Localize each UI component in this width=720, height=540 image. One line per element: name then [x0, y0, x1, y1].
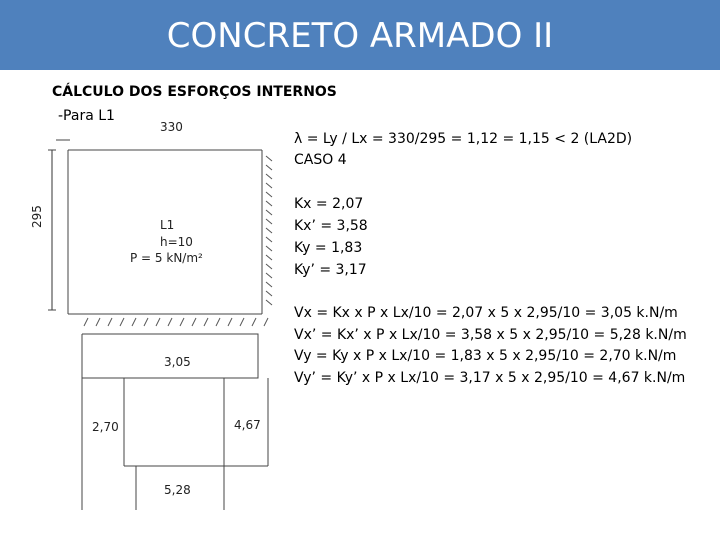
hatch-mark — [264, 318, 268, 326]
result-line: Vy’ = Ky’ x P x Lx/10 = 3,17 x 5 x 2,95/10 = 4,67 k.N/m — [294, 370, 686, 386]
hatch-mark — [132, 318, 136, 326]
result-line: Vx’ = Kx’ x P x Lx/10 = 3,58 x 5 x 2,95/10 = 5,28 k.N/m — [294, 327, 687, 343]
hatch-mark — [266, 165, 272, 170]
hatch-mark — [266, 282, 272, 287]
hatch-mark — [266, 291, 272, 296]
hatch-mark — [168, 318, 172, 326]
slab-name: L1 — [160, 218, 175, 232]
hatch-mark — [240, 318, 244, 326]
hatch-mark — [266, 237, 272, 242]
continuity-hatch-bottom — [84, 318, 268, 326]
reaction-top-value: 3,05 — [164, 355, 191, 369]
hatch-mark — [266, 273, 272, 278]
hatch-mark — [266, 219, 272, 224]
hatch-mark — [120, 318, 124, 326]
hatch-mark — [204, 318, 208, 326]
hatch-mark — [266, 264, 272, 269]
hatch-mark — [108, 318, 112, 326]
dimension-left-label: 295 — [30, 205, 44, 228]
lambda-equation: λ = Ly / Lx = 330/295 = 1,12 = 1,15 < 2 (LA2D) — [294, 131, 633, 147]
hatch-mark — [266, 300, 272, 305]
slide-title: CONCRETO ARMADO II — [166, 16, 554, 56]
coefficient-line: Ky’ = 3,17 — [294, 262, 367, 278]
hatch-mark — [266, 156, 272, 161]
hatch-mark — [84, 318, 88, 326]
hatch-mark — [192, 318, 196, 326]
coefficient-line: Kx’ = 3,58 — [294, 218, 368, 234]
hatch-mark — [266, 174, 272, 179]
hatch-mark — [96, 318, 100, 326]
hatch-mark — [144, 318, 148, 326]
coefficient-line: Kx = 2,07 — [294, 196, 364, 212]
dimension-top-label: 330 — [160, 120, 183, 134]
hatch-mark — [266, 228, 272, 233]
hatch-mark — [266, 255, 272, 260]
hatch-mark — [266, 210, 272, 215]
hatch-mark — [266, 192, 272, 197]
hatch-mark — [156, 318, 160, 326]
continuity-hatch-right — [266, 156, 272, 305]
result-line: Vy = Ky x P x Lx/10 = 1,83 x 5 x 2,95/10 = 2,70 k.N/m — [294, 348, 677, 364]
reaction-right-value: 4,67 — [234, 418, 261, 432]
slab-diagram — [48, 140, 262, 314]
hatch-mark — [228, 318, 232, 326]
slab-load: P = 5 kN/m² — [130, 251, 203, 265]
slab-label: -Para L1 — [58, 108, 115, 124]
hatch-mark — [266, 246, 272, 251]
section-heading: CÁLCULO DOS ESFORÇOS INTERNOS — [52, 84, 337, 100]
hatch-mark — [252, 318, 256, 326]
result-line: Vx = Kx x P x Lx/10 = 2,07 x 5 x 2,95/10 = 3,05 k.N/m — [294, 305, 678, 321]
slab-thickness: h=10 — [160, 235, 193, 249]
reaction-left-value: 2,70 — [92, 420, 119, 434]
coefficient-line: Ky = 1,83 — [294, 240, 363, 256]
hatch-mark — [266, 183, 272, 188]
hatch-mark — [216, 318, 220, 326]
hatch-mark — [180, 318, 184, 326]
caso-label: CASO 4 — [294, 152, 347, 168]
hatch-mark — [266, 201, 272, 206]
reaction-bottom-value: 5,28 — [164, 483, 191, 497]
